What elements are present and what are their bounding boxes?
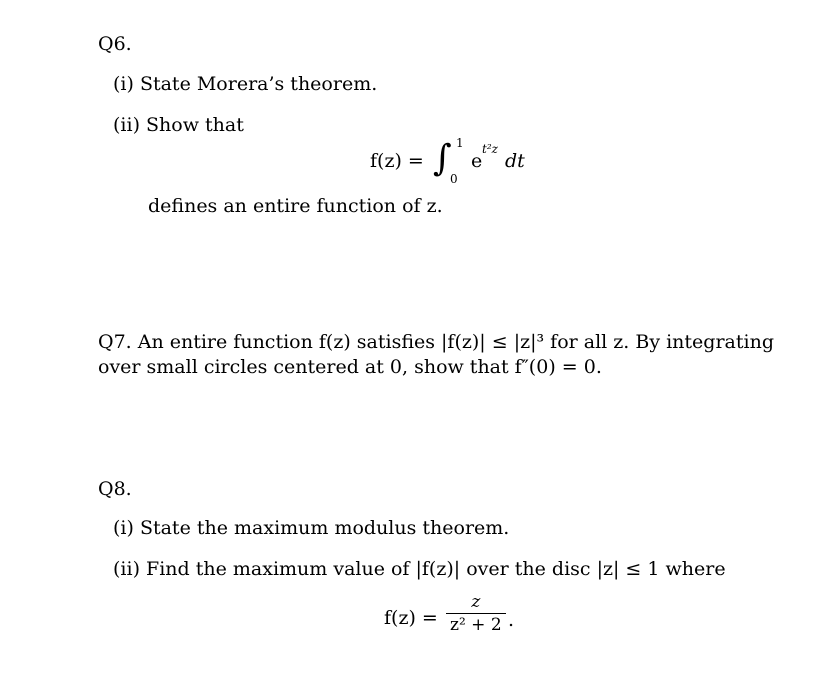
q7-line1: Q7. An entire function f(z) satisfies |f(z)| ≤ |z|³ for all z. By integrating — [98, 331, 774, 353]
q8-part1-label: (i) — [113, 517, 134, 539]
q8-formula-lhs: f(z) = — [384, 607, 438, 629]
q8-denominator: z² + 2 — [450, 615, 502, 635]
q6-part2-label: (ii) — [113, 114, 140, 136]
q6-part1 — [113, 72, 377, 96]
q6-part2 — [113, 113, 244, 137]
q8-part2-text: Find the maximum value of |f(z)| over the disc |z| ≤ 1 where — [146, 558, 726, 580]
q8-fraction — [446, 592, 506, 635]
q8-part2-label: (ii) — [113, 558, 140, 580]
q7-line2: over small circles centered at 0, show that f″(0) = 0. — [98, 356, 602, 378]
q8-heading: Q8. — [98, 478, 132, 500]
q6-heading: Q6. — [98, 33, 132, 55]
q6-lower-limit: 0 — [450, 172, 458, 186]
q6-upper-limit: 1 — [456, 136, 464, 150]
q6-part2-text: Show that — [146, 114, 244, 136]
q6-integral-sign: ∫ — [433, 138, 452, 179]
q6-integrand-base: e — [471, 150, 483, 172]
q8-part1-text: State the maximum modulus theorem. — [139, 517, 510, 539]
q8-formula-end: . — [508, 609, 515, 631]
q6-integrand-exponent: t²z — [482, 142, 498, 156]
q6-formula-lhs: f(z) = — [370, 150, 424, 172]
q6-differential: dt — [505, 150, 525, 172]
q8-part1 — [113, 516, 509, 540]
q8-numerator: z — [446, 592, 506, 614]
q8-part2 — [113, 557, 726, 581]
q6-tail-text: defines an entire function of z. — [148, 195, 443, 217]
q6-part1-label: (i) — [113, 73, 134, 95]
q6-part1-text: State Morera’s theorem. — [139, 73, 378, 95]
